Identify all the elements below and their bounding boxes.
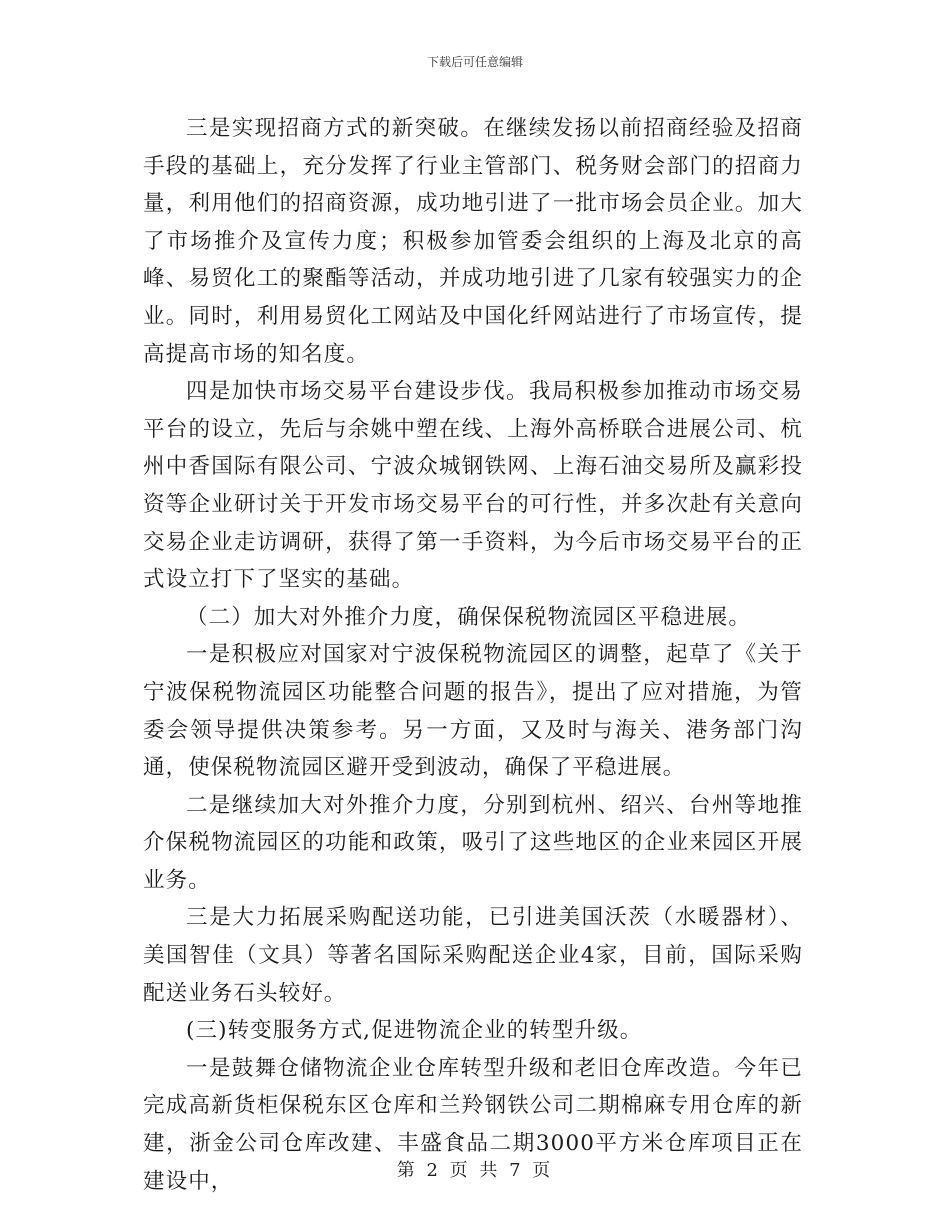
page-header: 下载后可任意编辑 xyxy=(426,55,523,69)
paragraph-bonded-park-adjustment: 一是积极应对国家对宁波保税物流园区的调整，起草了《关于宁波保税物流园区功能整合问题的报告》，提出了应对措施，为管委会领导提供决策参考。另一方面，又及时与海关、港务部门沟通，使保税物流园区避开受到波动，确保了平稳进展。 xyxy=(143,642,803,781)
document-body xyxy=(143,110,803,1200)
paragraph-warehouse-upgrade: 一是鼓舞仓储物流企业仓库转型升级和老旧仓库改造。今年已完成高新货柜保税东区仓库和兰羚钢铁公司二期棉麻专用仓库的新建，浙金公司仓库改建、丰盛食品二期3000平方米仓库项目正在建设中， xyxy=(143,1055,803,1194)
paragraph-promotion: 二是继续加大对外推介力度，分别到杭州、绍兴、台州等地推介保税物流园区的功能和政策，吸引了这些地区的企业来园区开展业务。 xyxy=(143,792,803,893)
paragraph-procurement: 三是大力拓展采购配送功能，已引进美国沃茨（水暖器材）、美国智佳（文具）等著名国际采购配送企业4家，目前，国际采购配送业务石头较好。 xyxy=(143,905,803,1006)
section-heading-3: (三)转变服务方式,促进物流企业的转型升级。 xyxy=(186,1018,643,1044)
page-number: 第 2 页 共 7 页 xyxy=(396,1160,554,1181)
paragraph-trading-platform: 四是加快市场交易平台建设步伐。我局积极参加推动市场交易平台的设立，先后与余姚中塑在线、上海外高桥联合进展公司、杭州中香国际有限公司、宁波众城钢铁网、上海石油交易所及赢彩投资等企业研讨关于开发市场交易平台的可行性，并多次赴有关意向交易企业走访调研，获得了第一手资料，为今后市场交易平台的正式设立打下了坚实的基础。 xyxy=(143,379,803,593)
section-heading-2: （二）加大对外推介力度，确保保税物流园区平稳进展。 xyxy=(186,604,752,630)
paragraph-investment-methods: 三是实现招商方式的新突破。在继续发扬以前招商经验及招商手段的基础上，充分发挥了行业主管部门、税务财会部门的招商力量，利用他们的招商资源，成功地引进了一批市场会员企业。加大了市场推介及宣传力度；积极参加管委会组织的上海及北京的高峰、易贸化工的聚酯等活动，并成功地引进了几家有较强实力的企业。同时，利用易贸化工网站及中国化纤网站进行了市场宣传，提高提高市场的知名度。 xyxy=(143,116,803,367)
